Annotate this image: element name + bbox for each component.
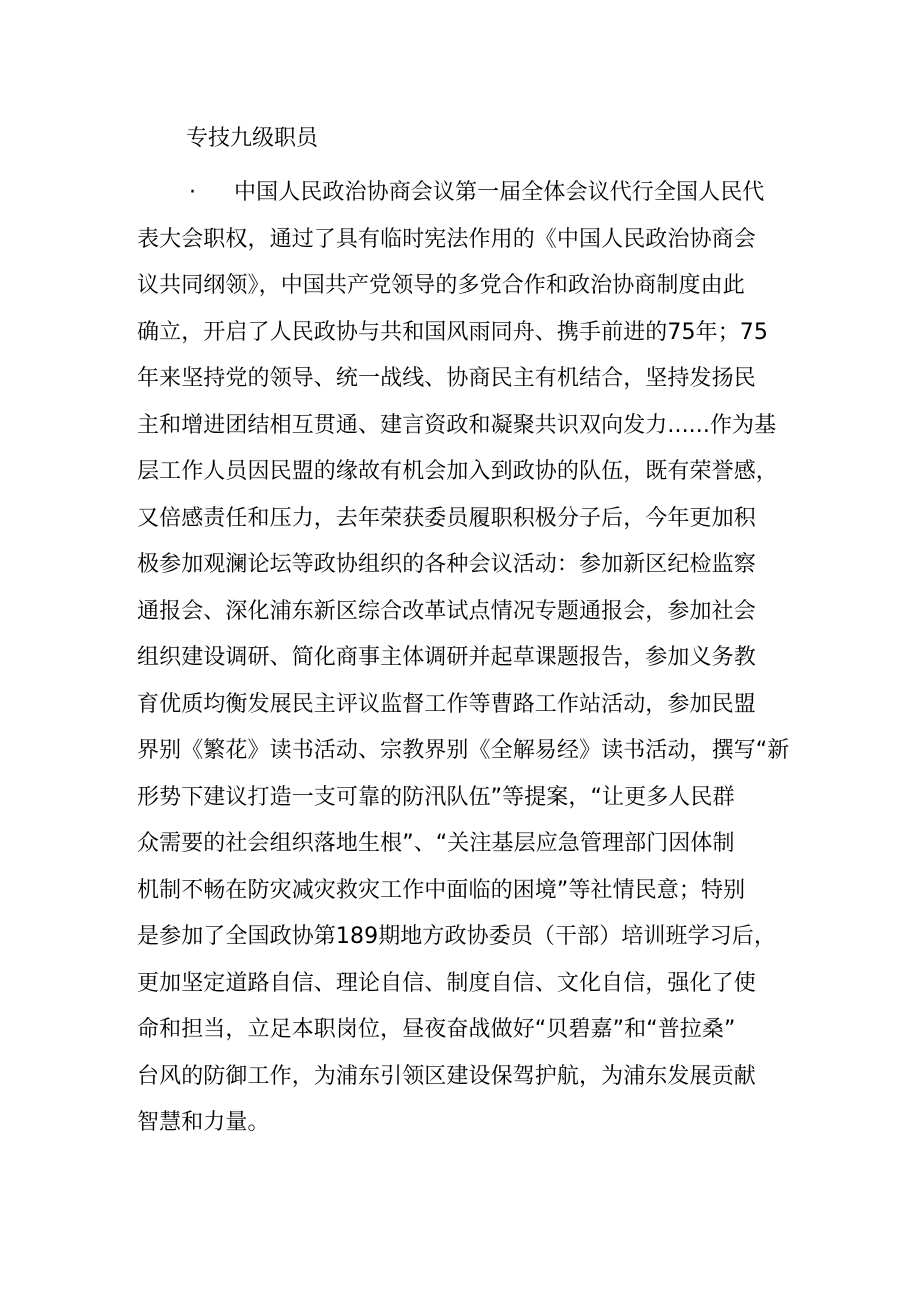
paragraph-line: 众需要的社会组织落地生根”、“关注基层应急管理部门因体制 (137, 831, 735, 856)
paragraph-line: 组织建设调研、简化商事主体调研并起草课题报告，参加义务教 (137, 645, 756, 670)
paragraph-line: 界别《繁花》读书活动、宗教界别《全解易经》读书活动，撰写“新 (137, 738, 790, 763)
document-title: 专技九级职员 (186, 126, 319, 151)
line-text: 中国人民政治协商会议第一届全体会议代行全国人民代 (234, 180, 765, 205)
paragraph-line: 台风的防御工作，为浦东引领区建设保驾护航，为浦东发展贡献 (137, 1063, 756, 1089)
paragraph-line: 议共同纲领》，中国共产党领导的多党合作和政治协商制度由此 (137, 273, 745, 298)
bullet-marker: · (189, 180, 197, 205)
paragraph-line: 更加坚定道路自信、理论自信、制度自信、文化自信，强化了使 (137, 970, 756, 996)
paragraph-line: 是参加了全国政协第189期地方政协委员（干部）培训班学习后， (137, 924, 776, 949)
body-paragraph (137, 170, 797, 1147)
paragraph-line: 主和增进团结相互贯通、建言资政和凝聚共识双向发力......作为基 (137, 412, 777, 438)
paragraph-line: 又倍感责任和压力，去年荣获委员履职积极分子后，今年更加积 (137, 505, 756, 531)
paragraph-line: 形势下建议打造一支可靠的防汛队伍”等提案，“让更多人民群 (137, 784, 735, 810)
paragraph-line: 确立，开启了人民政协与共和国风雨同舟、携手前进的75年；75 (137, 319, 768, 345)
paragraph-line (137, 170, 797, 217)
paragraph-line: 机制不畅在防灾减灾救灾工作中面临的困境”等社情民意；特别 (137, 877, 746, 903)
paragraph-line: 年来坚持党的领导、统一战线、协商民主有机结合，坚持发扬民 (137, 366, 756, 391)
paragraph-line: 育优质均衡发展民主评议监督工作等曹路工作站活动，参加民盟 (137, 691, 756, 717)
paragraph-line: 命和担当，立足本职岗位，昼夜奋战做好“贝碧嘉”和“普拉桑” (137, 1017, 736, 1042)
paragraph-line: 层工作人员因民盟的缘故有机会加入到政协的队伍，既有荣誉感， (137, 459, 778, 484)
paragraph-line: 通报会、深化浦东新区综合改革试点情况专题通报会，参加社会 (137, 598, 756, 624)
paragraph-line: 智慧和力量。 (137, 1110, 270, 1135)
paragraph-line: 极参加观澜论坛等政协组织的各种会议活动：参加新区纪检监察 (137, 552, 756, 577)
paragraph-line: 表大会职权，通过了具有临时宪法作用的《中国人民政治协商会 (137, 226, 756, 252)
